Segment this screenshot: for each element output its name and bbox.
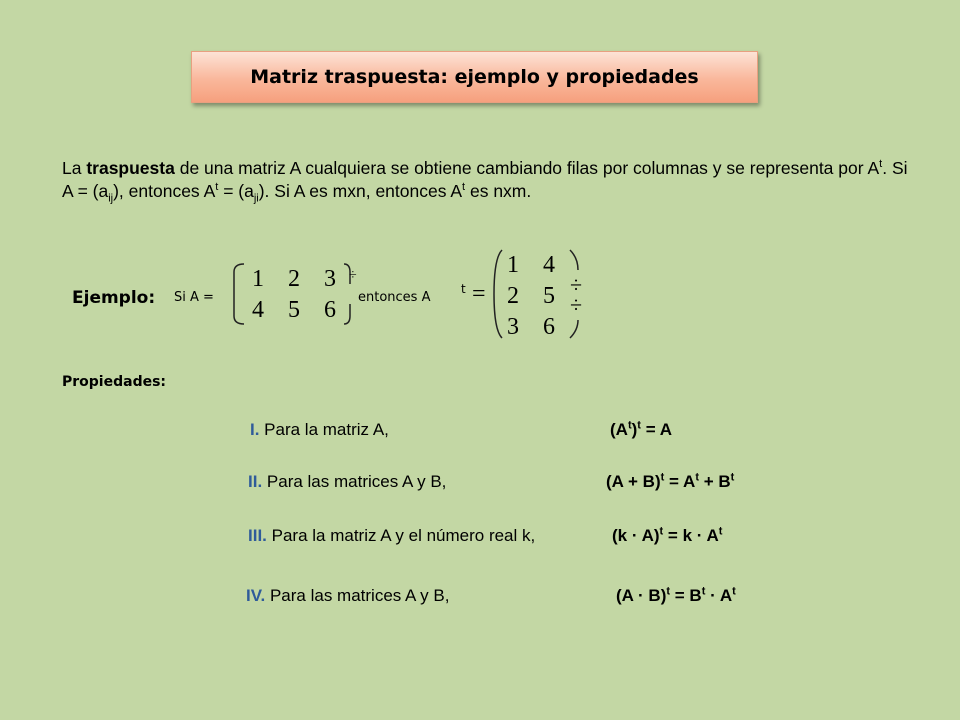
property-text: Para la matriz A y el número real k, <box>266 526 536 545</box>
superscript-t: t <box>732 585 736 598</box>
division-glyph: ÷ <box>349 268 357 283</box>
superscript-t: t <box>666 585 671 598</box>
division-glyph: ÷ <box>570 292 583 317</box>
example-heading: Ejemplo: <box>72 288 156 308</box>
superscript-t: t <box>718 525 723 538</box>
formula-part: (A <box>610 420 628 439</box>
intro-text: = (a <box>218 181 254 201</box>
division-glyph: ÷ <box>570 272 583 297</box>
matrix-a <box>245 266 355 326</box>
property-3-formula <box>612 526 722 546</box>
property-text: Para la matriz A, <box>259 420 389 439</box>
property-text: Para las matrices A y B, <box>265 586 450 605</box>
property-3 <box>248 526 535 546</box>
intro-text: de una matriz A cualquiera se obtiene cambiando filas por columnas y se representa por A <box>174 158 880 178</box>
superscript-t: t <box>659 525 664 538</box>
subscript-ij: ij <box>108 192 114 205</box>
formula-part: ) <box>631 420 638 439</box>
matrix-a-cell: 6 <box>324 297 336 323</box>
property-number: IV. <box>246 586 266 605</box>
intro-text: . Si A = (a <box>62 158 908 201</box>
property-1-formula <box>610 420 672 440</box>
superscript-t: t <box>215 181 219 194</box>
superscript-t: t <box>879 158 883 171</box>
property-4-formula <box>616 586 736 606</box>
matrix-a-transpose <box>502 252 572 347</box>
matrix-a-cell: 5 <box>288 297 300 323</box>
superscript-t: t <box>462 181 466 194</box>
property-number: II. <box>248 472 263 491</box>
superscript-t: t <box>461 282 466 296</box>
matrix-at-cell: 1 <box>507 252 519 278</box>
properties-heading: Propiedades: <box>62 374 167 390</box>
slide-title <box>191 51 758 103</box>
intro-text: ), entonces A <box>113 181 216 201</box>
formula-part: = A <box>640 420 672 439</box>
property-4 <box>246 586 449 606</box>
property-number: I. <box>250 420 260 439</box>
superscript-t: t <box>627 419 632 432</box>
intro-text: ). Si A es mxn, entonces A <box>258 181 463 201</box>
matrix-a-cell: 1 <box>252 266 264 292</box>
subscript-ji: ji <box>253 192 259 205</box>
formula-part: (A · B) <box>616 586 667 605</box>
matrix-at-cell: 5 <box>543 283 555 309</box>
matrix-at-cell: 2 <box>507 283 519 309</box>
formula-part: (A + B) <box>606 472 661 491</box>
intro-bold-term: traspuesta <box>86 158 175 178</box>
entonces-label: entonces A <box>358 290 431 305</box>
property-text: Para las matrices A y B, <box>262 472 447 491</box>
superscript-t: t <box>637 419 641 432</box>
intro-text: es nxm. <box>465 181 532 201</box>
formula-part: (k · A) <box>612 526 660 545</box>
intro-paragraph <box>62 157 912 203</box>
formula-part: + B <box>699 472 731 491</box>
intro-text: La <box>62 158 87 178</box>
property-1 <box>250 420 389 440</box>
superscript-t: t <box>730 471 735 484</box>
matrix-at-cell: 3 <box>507 314 519 340</box>
formula-part: = A <box>664 472 696 491</box>
matrix-a-cell: 3 <box>324 266 336 292</box>
matrix-a-cell: 2 <box>288 266 300 292</box>
slide-title-text: Matriz traspuesta: ejemplo y propiedades <box>250 66 699 88</box>
property-2 <box>248 472 446 492</box>
superscript-t: t <box>701 585 706 598</box>
formula-part: = B <box>670 586 702 605</box>
formula-part: · A <box>705 586 733 605</box>
property-number: III. <box>248 526 267 545</box>
equals-sign: = <box>472 281 486 307</box>
matrix-a-cell: 4 <box>252 297 264 323</box>
property-2-formula <box>606 472 734 492</box>
superscript-t: t <box>695 471 699 484</box>
superscript-t: t <box>660 471 665 484</box>
si-a-label: Si A = <box>174 290 214 305</box>
matrix-at-cell: 6 <box>543 314 555 340</box>
matrix-at-cell: 4 <box>543 252 555 278</box>
formula-part: = k · A <box>663 526 719 545</box>
